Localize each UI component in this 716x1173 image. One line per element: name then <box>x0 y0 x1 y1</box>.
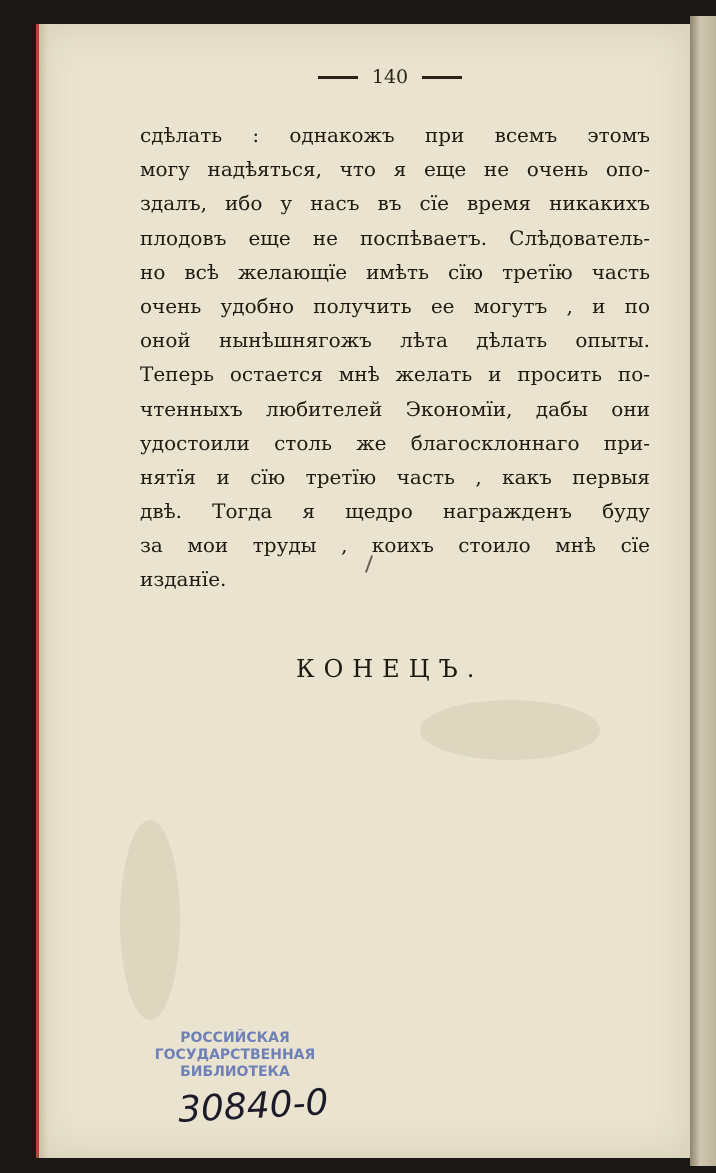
text-line: изданïе. <box>140 567 227 592</box>
paper-stain <box>420 700 600 760</box>
finis-heading: КОНЕЦЪ. <box>296 655 484 683</box>
text-line: плодовъ еще не поспѣваетъ. Слѣдователь- <box>140 225 650 250</box>
right-rule <box>422 76 462 79</box>
text-line: за мои труды , коихъ стоило мнѣ сïе <box>140 533 650 558</box>
stamp-line: РОССИЙСКАЯ <box>180 1030 290 1046</box>
text-line: могу надѣяться, что я еще не очень опо- <box>140 157 650 182</box>
text-line: Теперь остается мнѣ желать и просить по- <box>140 362 650 387</box>
page-shadow <box>38 24 48 1158</box>
handwritten-shelfmark: 30840-0 <box>177 1082 330 1131</box>
running-head <box>310 62 470 92</box>
stamp-line: БИБЛИОТЕКА <box>180 1064 290 1080</box>
adjacent-leaf-edge <box>690 16 716 1166</box>
text-line: чтенныхъ любителей Экономïи, дабы они <box>140 396 650 421</box>
body-text <box>140 118 650 597</box>
library-stamp <box>150 1030 320 1081</box>
text-line: здалъ, ибо у насъ въ сïе время никакихъ <box>140 191 650 216</box>
text-line: очень удобно получить ее могутъ , и по <box>140 293 650 318</box>
text-line: оной нынѣшнягожъ лѣта дѣлать опыты. <box>140 328 650 353</box>
stamp-line: ГОСУДАРСТВЕННАЯ <box>154 1047 316 1063</box>
page-number: 140 <box>371 66 409 88</box>
text-line: нятïя и сïю третïю часть , какъ первыя <box>140 464 650 489</box>
text-line: удостоили столь же благосклоннаго при- <box>140 430 650 455</box>
text-line: двѣ. Тогда я щедро награжденъ буду <box>140 499 650 524</box>
text-line: но всѣ желающïе имѣть сïю третïю часть <box>140 259 650 284</box>
left-rule <box>318 76 358 79</box>
red-page-edge <box>36 24 39 1158</box>
text-line: сдѣлать : однакожъ при всемъ этомъ <box>140 123 650 147</box>
paper-stain <box>120 820 180 1020</box>
